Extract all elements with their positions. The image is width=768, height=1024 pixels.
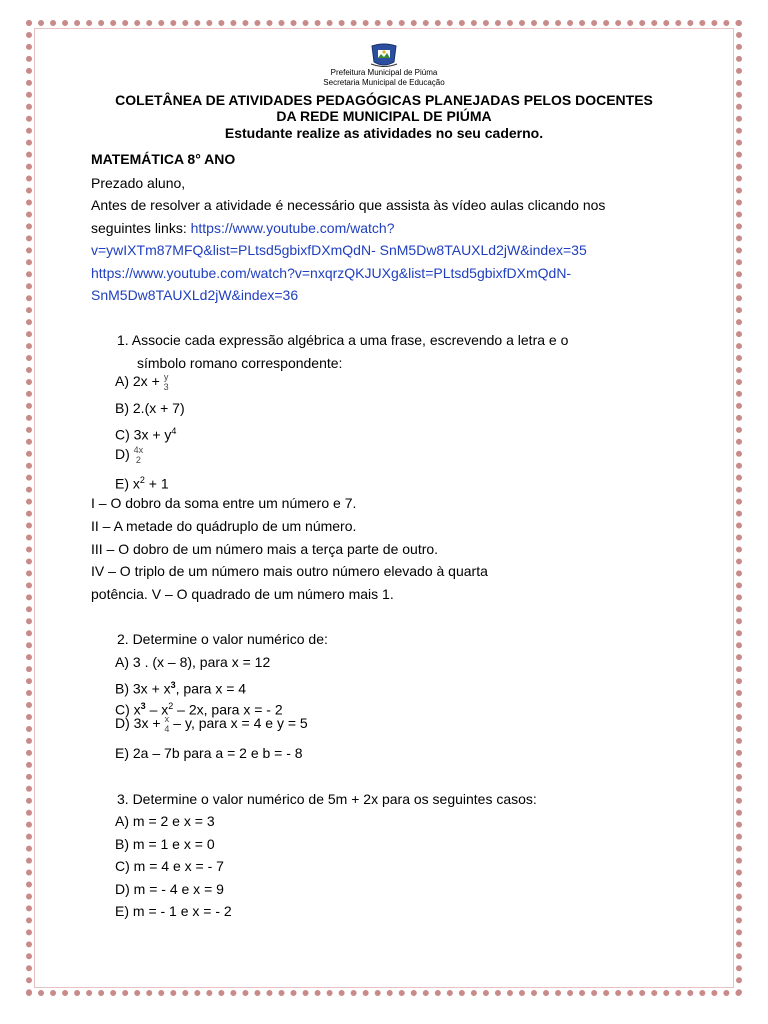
q3-option-b: B) m = 1 e x = 0: [115, 836, 215, 852]
q1-option-e-text: E) x: [115, 475, 140, 492]
q2-d-denominator: 4: [164, 724, 170, 735]
q1-a-numerator: y: [163, 372, 169, 383]
q1-option-a: [115, 372, 169, 392]
q1-d-numerator: 4x: [133, 445, 144, 456]
q1-option-d-fraction: [134, 445, 144, 465]
q1-sentence-3: III – O dobro de um número mais a terça parte de outro.: [91, 541, 439, 557]
q2-option-c-text-2: – x: [145, 701, 169, 718]
q2-option-e: E) 2a – 7b para a = 2 e b = - 8: [115, 745, 303, 761]
q3-option-c: C) m = 4 e x = - 7: [115, 858, 224, 874]
q1-option-d-text: D): [115, 446, 134, 462]
q2-option-a: A) 3 . (x – 8), para x = 12: [115, 654, 271, 670]
q1-option-d: [115, 445, 143, 465]
q2-option-d-text: D) 3x +: [115, 715, 165, 731]
q1-option-b: B) 2.(x + 7): [115, 400, 185, 416]
q2-option-d: [115, 714, 308, 734]
intro-links-line: [91, 219, 394, 237]
q1-statement-continued: símbolo romano correspondente:: [137, 355, 343, 371]
q2-option-d-rest: – y, para x = 4 e y = 5: [169, 715, 308, 731]
q1-option-e-exponent: 2: [139, 475, 145, 485]
q1-option-c-text: C) 3x + y: [115, 426, 172, 443]
video-link-1[interactable]: https://www.youtube.com/watch?: [190, 220, 395, 236]
q1-option-e: [115, 471, 169, 493]
q1-d-denominator: 2: [135, 455, 141, 466]
q3-option-a: A) m = 2 e x = 3: [115, 813, 215, 829]
q2-option-b-text: B) 3x + x: [115, 680, 171, 697]
q1-sentence-4: IV – O triplo de um número mais outro número elevado à quarta: [91, 563, 488, 579]
q2-option-b: [115, 676, 246, 698]
q1-option-a-text: A) 2x +: [115, 373, 164, 389]
video-link-1-continued[interactable]: v=ywIXTm87MFQ&list=PLtsd5gbixfDXmQdN- SnM5Dw8TAUXLd2jW&index=35: [91, 242, 587, 258]
video-link-2[interactable]: https://www.youtube.com/watch?v=nxqrzQKJUXg&list=PLtsd5gbixfDXmQdN-: [91, 265, 572, 281]
subject-heading: MATEMÁTICA 8° ANO: [91, 151, 236, 167]
secretaria-name: Secretaria Municipal de Educação: [323, 78, 445, 87]
q3-option-e: E) m = - 1 e x = - 2: [115, 903, 232, 919]
q2-statement: 2. Determine o valor numérico de:: [117, 631, 328, 647]
q1-option-c-exponent: 4: [171, 426, 177, 436]
q2-option-b-exponent: 3: [170, 680, 176, 690]
document-title-line1: COLETÂNEA DE ATIVIDADES PEDAGÓGICAS PLANEJADAS PELOS DOCENTES: [115, 92, 653, 108]
q2-option-c-exponent-2: 2: [168, 701, 174, 711]
q2-option-b-rest: , para x = 4: [175, 680, 247, 697]
municipal-crest-icon: [369, 42, 399, 68]
q1-sentence-1: I – O dobro da soma entre um número e 7.: [91, 495, 357, 511]
video-link-2-continued[interactable]: SnM5Dw8TAUXLd2jW&index=36: [91, 287, 299, 303]
q2-option-c-exponent-1: 3: [140, 701, 146, 711]
q1-statement: 1. Associe cada expressão algébrica a uma frase, escrevendo a letra e o: [117, 332, 569, 348]
document-title-line2: DA REDE MUNICIPAL DE PIÚMA: [276, 108, 492, 124]
intro-text-continued: seguintes links:: [91, 220, 191, 236]
q3-statement: 3. Determine o valor numérico de 5m + 2x para os seguintes casos:: [117, 791, 537, 807]
greeting: Prezado aluno,: [91, 175, 186, 191]
prefeitura-name: Prefeitura Municipal de Piúma: [330, 68, 438, 77]
q1-option-c: [115, 422, 176, 444]
document-subtitle: Estudante realize as atividades no seu caderno.: [224, 125, 544, 141]
q1-sentence-5: potência. V – O quadrado de um número mais 1.: [91, 586, 394, 602]
q3-option-d: D) m = - 4 e x = 9: [115, 881, 224, 897]
q2-option-c-rest: – 2x, para x = - 2: [173, 701, 283, 718]
q1-option-a-fraction: [164, 372, 169, 392]
q2-d-numerator: x: [164, 714, 170, 725]
intro-text: Antes de resolver a atividade é necessário que assista às vídeo aulas clicando nos: [91, 197, 606, 213]
q1-option-e-rest: + 1: [144, 475, 169, 492]
q1-sentence-2: II – A metade do quádruplo de um número.: [91, 518, 357, 534]
q2-option-c-text: C) x: [115, 701, 141, 718]
q1-a-denominator: 3: [163, 382, 169, 393]
